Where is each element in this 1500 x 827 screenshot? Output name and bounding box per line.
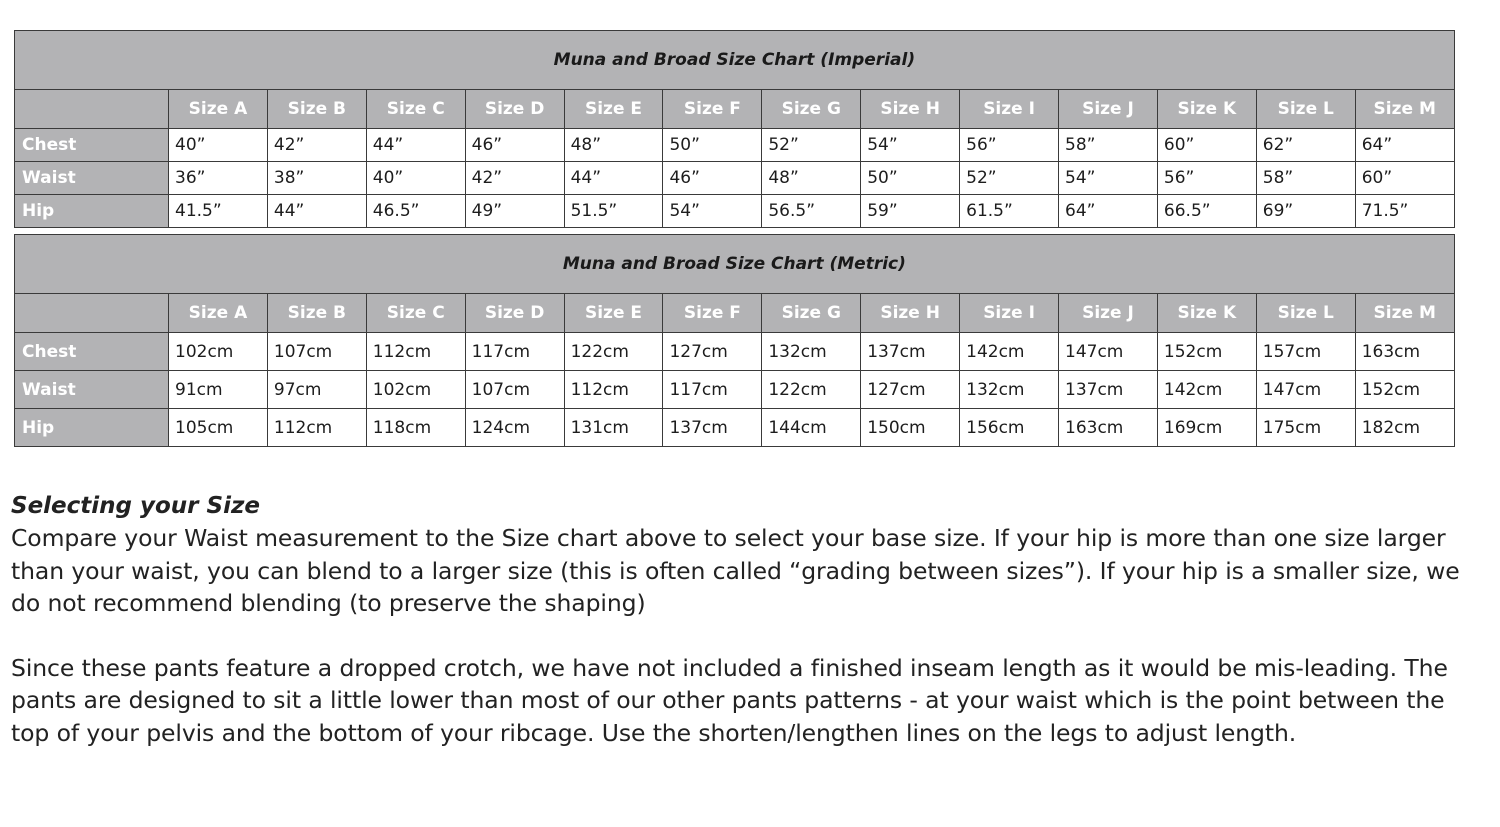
measurement-value: 48” [762, 162, 861, 195]
size-column-header: Size F [663, 294, 762, 333]
size-column-header: Size M [1355, 294, 1454, 333]
measurement-value: 91cm [169, 371, 268, 409]
measurement-value: 112cm [267, 409, 366, 447]
measurement-value: 56” [960, 129, 1059, 162]
size-column-header: Size J [1059, 294, 1158, 333]
measurement-value: 150cm [861, 409, 960, 447]
measurement-value: 117cm [465, 333, 564, 371]
chart-title-row [15, 235, 1455, 294]
size-column-header: Size E [564, 294, 663, 333]
measurement-row-waist [15, 371, 1455, 409]
measurement-label: Hip [15, 409, 169, 447]
measurement-value: 46” [663, 162, 762, 195]
measurement-value: 44” [366, 129, 465, 162]
chart-title: Muna and Broad Size Chart (Imperial) [15, 31, 1455, 90]
size-column-header: Size J [1059, 90, 1158, 129]
measurement-value: 175cm [1256, 409, 1355, 447]
measurement-value: 124cm [465, 409, 564, 447]
header-corner-cell [15, 90, 169, 129]
measurement-value: 58” [1059, 129, 1158, 162]
size-column-header: Size H [861, 294, 960, 333]
measurement-value: 102cm [366, 371, 465, 409]
size-column-header: Size K [1157, 294, 1256, 333]
size-column-header: Size E [564, 90, 663, 129]
selecting-size-paragraph: Compare your Waist measurement to the Size chart above to select your base size. If your hip is more than one size larger than your waist, you can blend to a larger size (this is often called “grading between sizes”). If your hip is a smaller size, we do not recommend blending (to preserve the shaping) [11, 524, 1460, 617]
measurement-value: 56.5” [762, 195, 861, 228]
measurement-value: 157cm [1256, 333, 1355, 371]
measurement-value: 52” [960, 162, 1059, 195]
measurement-value: 122cm [762, 371, 861, 409]
header-corner-cell [15, 294, 169, 333]
measurement-value: 40” [169, 129, 268, 162]
measurement-value: 105cm [169, 409, 268, 447]
imperial-table-body [15, 31, 1455, 228]
size-header-row [15, 90, 1455, 129]
selecting-size-heading: Selecting your Size [11, 493, 260, 519]
measurement-value: 40” [366, 162, 465, 195]
size-column-header: Size B [267, 294, 366, 333]
measurement-value: 107cm [267, 333, 366, 371]
measurement-value: 147cm [1059, 333, 1158, 371]
measurement-value: 50” [861, 162, 960, 195]
inseam-note-paragraph: Since these pants feature a dropped crotch, we have not included a finished inseam length as it would be mis-leading. The pants are designed to sit a little lower than most of our other pants patterns - at your waist which is the point between the top of your pelvis and the bottom of your ribcage. Use the shorten/lengthen lines on the legs to adjust length. [11, 653, 1448, 747]
measurement-value: 62” [1256, 129, 1355, 162]
size-column-header: Size D [465, 90, 564, 129]
measurement-value: 64” [1059, 195, 1158, 228]
size-column-header: Size L [1256, 90, 1355, 129]
measurement-value: 56” [1157, 162, 1256, 195]
size-column-header: Size K [1157, 90, 1256, 129]
size-column-header: Size M [1355, 90, 1454, 129]
size-column-header: Size A [169, 294, 268, 333]
measurement-value: 41.5” [169, 195, 268, 228]
measurement-value: 71.5” [1355, 195, 1454, 228]
size-header-row [15, 294, 1455, 333]
size-column-header: Size I [960, 90, 1059, 129]
measurement-value: 112cm [366, 333, 465, 371]
measurement-value: 132cm [762, 333, 861, 371]
measurement-value: 122cm [564, 333, 663, 371]
measurement-value: 169cm [1157, 409, 1256, 447]
measurement-value: 60” [1355, 162, 1454, 195]
size-column-header: Size B [267, 90, 366, 129]
measurement-value: 142cm [960, 333, 1059, 371]
size-column-header: Size G [762, 90, 861, 129]
measurement-value: 46.5” [366, 195, 465, 228]
measurement-label: Chest [15, 333, 169, 371]
measurement-value: 137cm [663, 409, 762, 447]
size-column-header: Size L [1256, 294, 1355, 333]
measurement-value: 182cm [1355, 409, 1454, 447]
size-column-header: Size I [960, 294, 1059, 333]
measurement-value: 156cm [960, 409, 1059, 447]
measurement-value: 163cm [1355, 333, 1454, 371]
measurement-value: 142cm [1157, 371, 1256, 409]
measurement-value: 69” [1256, 195, 1355, 228]
measurement-value: 49” [465, 195, 564, 228]
metric-table-body [15, 235, 1455, 447]
measurement-value: 118cm [366, 409, 465, 447]
measurement-value: 131cm [564, 409, 663, 447]
measurement-value: 54” [861, 129, 960, 162]
measurement-value: 137cm [1059, 371, 1158, 409]
measurement-value: 48” [564, 129, 663, 162]
measurement-value: 38” [267, 162, 366, 195]
size-column-header: Size H [861, 90, 960, 129]
measurement-value: 46” [465, 129, 564, 162]
measurement-value: 163cm [1059, 409, 1158, 447]
metric-table [14, 234, 1455, 447]
measurement-value: 61.5” [960, 195, 1059, 228]
measurement-value: 144cm [762, 409, 861, 447]
selecting-size-section [11, 490, 1481, 749]
measurement-label: Waist [15, 371, 169, 409]
measurement-label: Waist [15, 162, 169, 195]
measurement-value: 66.5” [1157, 195, 1256, 228]
measurement-value: 137cm [861, 333, 960, 371]
measurement-value: 54” [1059, 162, 1158, 195]
measurement-value: 52” [762, 129, 861, 162]
measurement-value: 51.5” [564, 195, 663, 228]
measurement-value: 50” [663, 129, 762, 162]
measurement-row-hip [15, 409, 1455, 447]
measurement-value: 117cm [663, 371, 762, 409]
measurement-value: 44” [267, 195, 366, 228]
measurement-label: Chest [15, 129, 169, 162]
measurement-value: 132cm [960, 371, 1059, 409]
measurement-value: 127cm [861, 371, 960, 409]
chart-title-row [15, 31, 1455, 90]
measurement-row-chest [15, 333, 1455, 371]
measurement-row-chest [15, 129, 1455, 162]
measurement-value: 152cm [1157, 333, 1256, 371]
size-column-header: Size D [465, 294, 564, 333]
measurement-value: 54” [663, 195, 762, 228]
measurement-value: 36” [169, 162, 268, 195]
measurement-value: 127cm [663, 333, 762, 371]
imperial-table [14, 30, 1455, 228]
measurement-value: 59” [861, 195, 960, 228]
measurement-label: Hip [15, 195, 169, 228]
size-column-header: Size C [366, 294, 465, 333]
measurement-value: 97cm [267, 371, 366, 409]
measurement-value: 107cm [465, 371, 564, 409]
measurement-value: 44” [564, 162, 663, 195]
size-column-header: Size C [366, 90, 465, 129]
measurement-row-hip [15, 195, 1455, 228]
size-column-header: Size F [663, 90, 762, 129]
measurement-row-waist [15, 162, 1455, 195]
measurement-value: 42” [465, 162, 564, 195]
measurement-value: 102cm [169, 333, 268, 371]
imperial-size-chart [14, 30, 1454, 228]
measurement-value: 152cm [1355, 371, 1454, 409]
metric-size-chart [14, 234, 1454, 447]
measurement-value: 64” [1355, 129, 1454, 162]
size-column-header: Size A [169, 90, 268, 129]
measurement-value: 58” [1256, 162, 1355, 195]
measurement-value: 60” [1157, 129, 1256, 162]
measurement-value: 147cm [1256, 371, 1355, 409]
size-column-header: Size G [762, 294, 861, 333]
measurement-value: 112cm [564, 371, 663, 409]
chart-title: Muna and Broad Size Chart (Metric) [15, 235, 1455, 294]
measurement-value: 42” [267, 129, 366, 162]
